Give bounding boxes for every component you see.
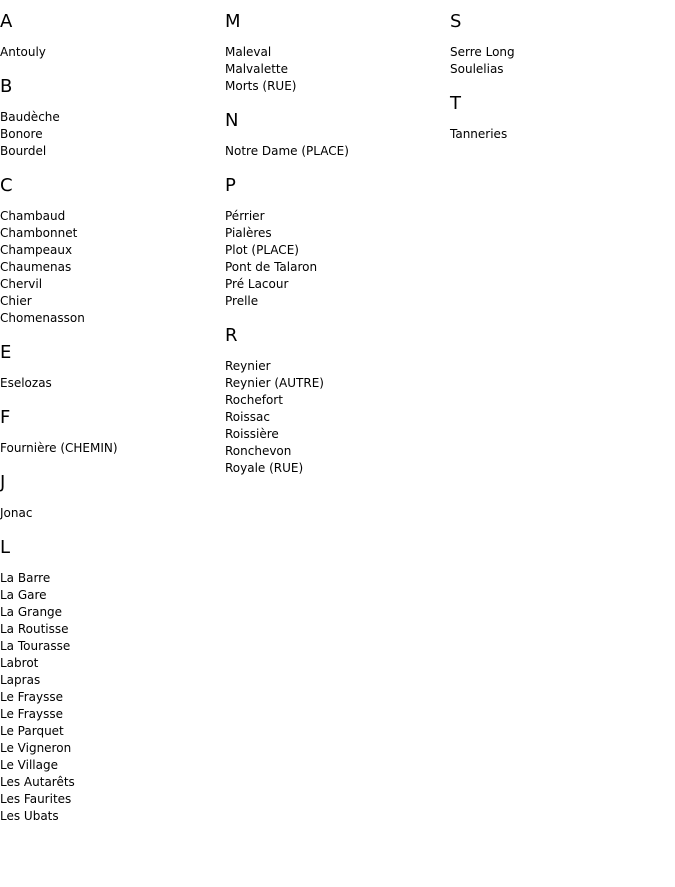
letter-heading: M bbox=[225, 11, 241, 32]
letter-heading: L bbox=[0, 537, 11, 558]
street-link[interactable]: Les Ubats bbox=[0, 809, 59, 823]
street-link[interactable]: Chambonnet bbox=[0, 226, 78, 240]
letter-heading: R bbox=[225, 325, 238, 346]
letter-heading: P bbox=[225, 175, 236, 196]
street-link[interactable]: Notre Dame (PLACE) bbox=[225, 144, 349, 158]
street-link[interactable]: Baudèche bbox=[0, 110, 60, 124]
street-link[interactable]: Malvalette bbox=[225, 62, 289, 76]
street-link[interactable]: Chomenasson bbox=[0, 311, 85, 325]
street-link[interactable]: La Gare bbox=[0, 588, 47, 602]
street-link[interactable]: Le Parquet bbox=[0, 724, 64, 738]
street-link[interactable]: Chervil bbox=[0, 277, 43, 291]
street-link[interactable]: Lapras bbox=[0, 673, 41, 687]
street-link[interactable]: Les Autarêts bbox=[0, 775, 75, 789]
street-link[interactable]: Le Vigneron bbox=[0, 741, 72, 755]
street-link[interactable]: Reynier (AUTRE) bbox=[225, 376, 324, 390]
street-link[interactable]: Soulelias bbox=[450, 62, 504, 76]
street-link[interactable]: Le Fraysse bbox=[0, 707, 63, 721]
letter-heading: S bbox=[450, 11, 462, 32]
letter-heading: C bbox=[0, 175, 13, 196]
street-link[interactable]: Tanneries bbox=[450, 127, 508, 141]
street-link[interactable]: Plot (PLACE) bbox=[225, 243, 299, 257]
street-link[interactable]: Morts (RUE) bbox=[225, 79, 297, 93]
letter-group-j bbox=[0, 471, 215, 522]
letter-group-r bbox=[225, 324, 440, 477]
letter-group-b bbox=[0, 75, 215, 160]
index-column-2 bbox=[225, 10, 440, 491]
letter-group-p bbox=[225, 174, 440, 310]
letter-group-e bbox=[0, 341, 215, 392]
letter-group-a bbox=[0, 10, 215, 61]
street-link[interactable]: La Routisse bbox=[0, 622, 69, 636]
letter-group-m bbox=[225, 10, 440, 95]
letter-heading: F bbox=[0, 407, 11, 428]
street-link[interactable]: Eselozas bbox=[0, 376, 52, 390]
street-link[interactable]: Serre Long bbox=[450, 45, 515, 59]
street-link[interactable]: Jonac bbox=[0, 506, 33, 520]
street-link[interactable]: Royale (RUE) bbox=[225, 461, 304, 475]
street-link[interactable]: La Tourasse bbox=[0, 639, 71, 653]
street-link[interactable]: Pialères bbox=[225, 226, 272, 240]
street-link[interactable]: Les Faurites bbox=[0, 792, 72, 806]
street-link[interactable]: Pérrier bbox=[225, 209, 265, 223]
letter-heading: B bbox=[0, 76, 13, 97]
letter-heading: T bbox=[450, 93, 461, 114]
street-link[interactable]: Chier bbox=[0, 294, 32, 308]
street-link[interactable]: Chaumenas bbox=[0, 260, 72, 274]
letter-heading: J bbox=[0, 472, 6, 493]
street-link[interactable]: Pré Lacour bbox=[225, 277, 289, 291]
street-link[interactable]: Reynier bbox=[225, 359, 271, 373]
letter-group-l bbox=[0, 536, 215, 825]
street-link[interactable]: Labrot bbox=[0, 656, 39, 670]
letter-group-s bbox=[450, 10, 665, 78]
street-link[interactable]: Rochefort bbox=[225, 393, 283, 407]
street-link[interactable]: Fournière (CHEMIN) bbox=[0, 441, 118, 455]
street-link[interactable]: Antouly bbox=[0, 45, 46, 59]
street-link[interactable]: Roissac bbox=[225, 410, 270, 424]
letter-group-n bbox=[225, 109, 440, 160]
street-link[interactable]: Roissière bbox=[225, 427, 279, 441]
street-link[interactable]: La Barre bbox=[0, 571, 51, 585]
street-link[interactable]: Bourdel bbox=[0, 144, 47, 158]
letter-group-f bbox=[0, 406, 215, 457]
street-link[interactable]: Pont de Talaron bbox=[225, 260, 318, 274]
street-link[interactable]: Le Village bbox=[0, 758, 58, 772]
letter-group-c bbox=[0, 174, 215, 327]
street-link[interactable]: Le Fraysse bbox=[0, 690, 63, 704]
index-column-3 bbox=[450, 10, 665, 157]
letter-group-t bbox=[450, 92, 665, 143]
letter-heading: N bbox=[225, 110, 239, 131]
street-link[interactable]: La Grange bbox=[0, 605, 63, 619]
street-link[interactable]: Champeaux bbox=[0, 243, 73, 257]
street-link[interactable]: Maleval bbox=[225, 45, 272, 59]
index-column-1 bbox=[0, 10, 215, 839]
street-link[interactable]: Ronchevon bbox=[225, 444, 292, 458]
street-link[interactable]: Chambaud bbox=[0, 209, 66, 223]
letter-heading: E bbox=[0, 342, 12, 363]
letter-heading: A bbox=[0, 11, 13, 32]
street-link[interactable]: Prelle bbox=[225, 294, 259, 308]
street-link[interactable]: Bonore bbox=[0, 127, 43, 141]
